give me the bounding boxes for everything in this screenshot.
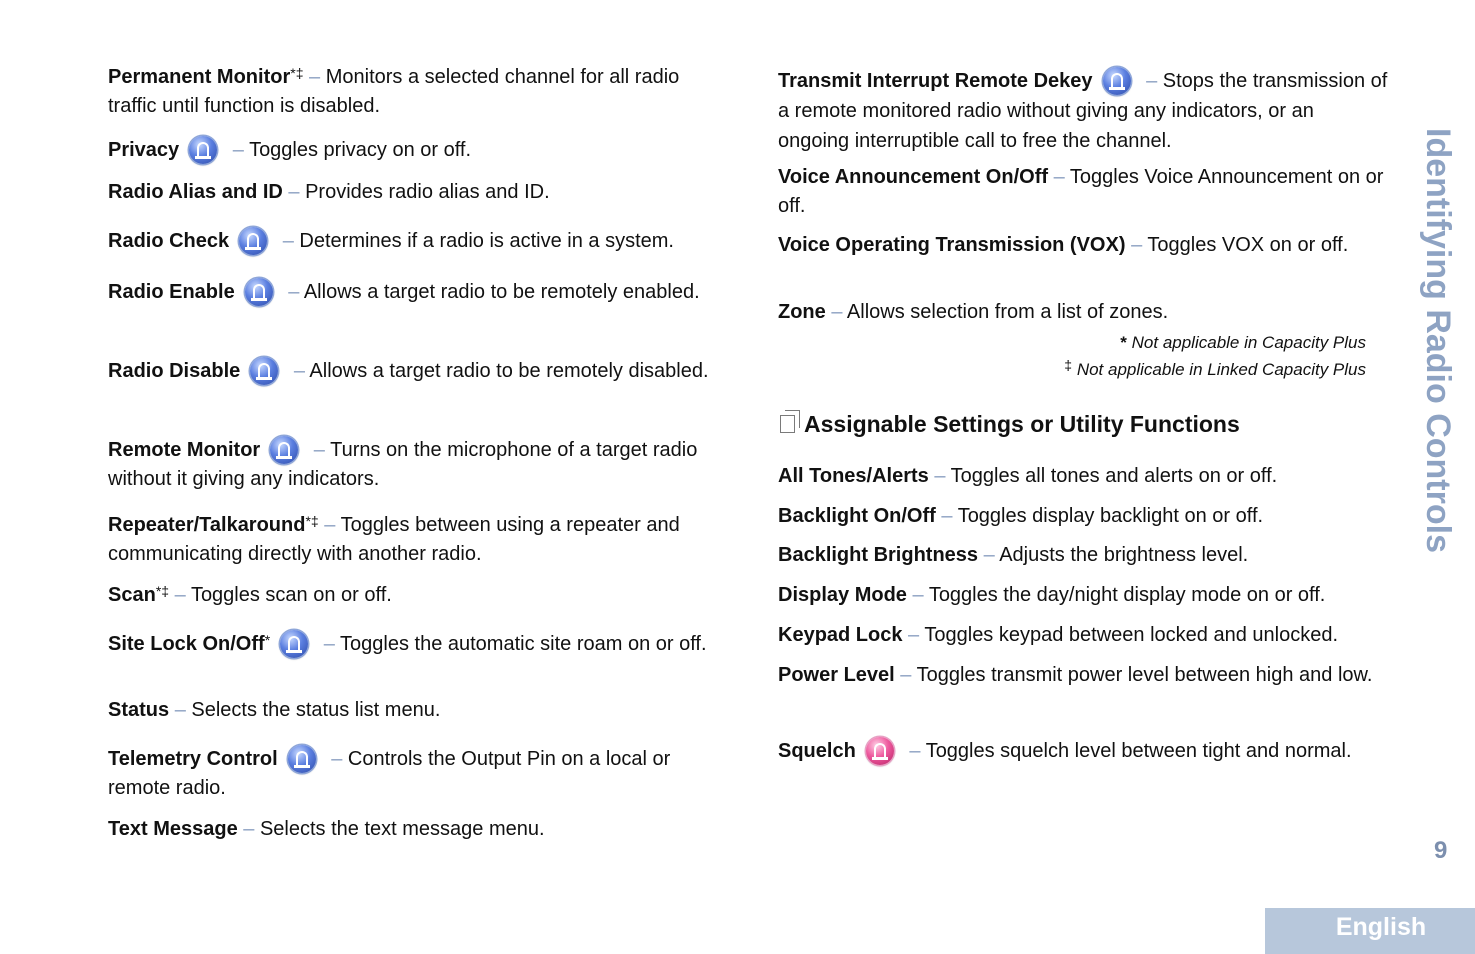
entry-term: Keypad Lock — [778, 624, 903, 646]
entry-text: Toggles Voice Announcement on or off. — [778, 166, 1384, 217]
entry-text: Toggles transmit power level between high and low. — [916, 664, 1373, 686]
entry-text: Allows selection from a list of zones. — [846, 301, 1169, 323]
entry-power-level — [778, 661, 1390, 690]
section-heading — [780, 409, 1240, 439]
entry-term: Site Lock On/Off — [108, 633, 265, 655]
entry-text: Allows a target radio to be remotely disabled. — [309, 360, 709, 382]
entry-dash: – — [323, 633, 335, 655]
entry-site-lock — [108, 626, 728, 659]
entry-dash: – — [331, 748, 343, 770]
entry-vox — [778, 231, 1390, 260]
entry-keypad-lock — [778, 621, 1390, 650]
footnote-linked-capacity-plus — [990, 354, 1366, 381]
entry-text: Turns on the microphone of a target radio without it giving any indicators. — [108, 439, 698, 490]
entry-squelch — [778, 737, 1390, 766]
entry-privacy — [108, 136, 728, 165]
entry-term: All Tones/Alerts — [778, 465, 929, 487]
entry-zone — [778, 298, 1390, 327]
entry-term: Power Level — [778, 664, 895, 686]
entry-dash: – — [941, 505, 953, 527]
entry-dash: – — [174, 584, 186, 606]
entry-term: Backlight On/Off — [778, 505, 936, 527]
entry-dash: – — [909, 740, 921, 762]
entry-radio-check — [108, 227, 728, 256]
radio-button-icon — [239, 227, 267, 255]
entry-dash: – — [900, 664, 912, 686]
entry-text: Selects the status list menu. — [191, 699, 441, 721]
entry-text: Monitors a selected channel for all radio traffic until function is disabled. — [108, 66, 680, 117]
entry-all-tones-alerts — [778, 462, 1390, 491]
entry-mark: *‡ — [305, 513, 319, 529]
entry-term: Repeater/Talkaround — [108, 514, 306, 536]
entry-status — [108, 696, 728, 725]
footnote-symbol: ‡ — [1064, 357, 1073, 373]
entry-radio-disable — [108, 357, 728, 386]
entry-dash: – — [934, 465, 946, 487]
entry-dash: – — [293, 360, 305, 382]
document-icon — [780, 415, 795, 433]
entry-telemetry-control — [108, 745, 728, 803]
entry-dash: – — [288, 181, 300, 203]
squelch-button-icon — [866, 737, 894, 765]
entry-display-mode — [778, 581, 1390, 610]
footnote-text: Not applicable in Capacity Plus — [1131, 333, 1366, 352]
entry-text: Toggles scan on or off. — [190, 584, 392, 606]
radio-button-icon — [1103, 67, 1131, 95]
entry-radio-enable — [108, 278, 728, 307]
entry-mark: *‡ — [155, 583, 170, 599]
language-tab: English — [1265, 908, 1475, 954]
entry-dash: – — [1146, 70, 1158, 92]
entry-text: Toggles keypad between locked and unlocked. — [924, 624, 1338, 646]
entry-text: Stops the transmission of a remote monitored radio without giving any indicators, or an ongoing interruptible call to free the channel. — [778, 70, 1388, 152]
radio-button-icon — [189, 136, 217, 164]
footnote-text: Not applicable in Linked Capacity Plus — [1076, 360, 1366, 379]
entry-dash: – — [282, 230, 294, 252]
entry-term: Zone — [778, 301, 826, 323]
entry-term: Display Mode — [778, 584, 907, 606]
entry-text: Toggles between using a repeater and communicating directly with another radio. — [108, 514, 680, 565]
entry-term: Telemetry Control — [108, 748, 278, 770]
radio-button-icon — [280, 630, 308, 658]
side-title: Identifying Radio Controls — [1419, 128, 1457, 553]
entry-text-message — [108, 815, 728, 844]
entry-mark: * — [264, 632, 271, 648]
entry-text: Toggles squelch level between tight and normal. — [925, 740, 1352, 762]
entry-dash: – — [1131, 234, 1143, 256]
entry-term: Privacy — [108, 139, 180, 161]
entry-backlight-brightness — [778, 541, 1390, 570]
entry-remote-monitor — [108, 436, 728, 494]
entry-dash: – — [983, 544, 995, 566]
entry-term: Radio Enable — [108, 281, 235, 303]
footnote-symbol: * — [1120, 333, 1127, 352]
entry-text: Toggles VOX on or off. — [1147, 234, 1349, 256]
entry-voice-announcement — [778, 163, 1390, 221]
footnote-capacity-plus — [990, 332, 1366, 354]
entry-permanent-monitor — [108, 59, 728, 121]
entry-repeater-talkaround — [108, 507, 728, 569]
entry-dash: – — [831, 301, 843, 323]
entry-dash: – — [243, 818, 255, 840]
entry-term: Voice Operating Transmission (VOX) — [778, 234, 1126, 256]
entry-dash: – — [288, 281, 300, 303]
entry-text: Provides radio alias and ID. — [305, 181, 550, 203]
entry-term: Scan — [108, 584, 156, 606]
entry-text: Allows a target radio to be remotely enabled. — [303, 281, 700, 303]
entry-text: Adjusts the brightness level. — [999, 544, 1249, 566]
footnotes — [990, 332, 1366, 381]
entry-text: Controls the Output Pin on a local or remote radio. — [108, 748, 671, 799]
entry-transmit-interrupt-remote-dekey — [778, 66, 1390, 156]
entry-radio-alias-and-id — [108, 178, 728, 207]
entry-text: Toggles the automatic site roam on or off. — [340, 633, 707, 655]
radio-button-icon — [288, 745, 316, 773]
entry-text: Toggles the day/night display mode on or off. — [928, 584, 1326, 606]
section-heading-text: Assignable Settings or Utility Functions — [804, 411, 1240, 437]
page-number: 9 — [1434, 837, 1448, 864]
entry-term: Backlight Brightness — [778, 544, 979, 566]
entry-dash: – — [1053, 166, 1065, 188]
entry-dash: – — [313, 439, 325, 461]
entry-backlight-on-off — [778, 502, 1390, 531]
entry-dash: – — [309, 66, 321, 88]
entry-term: Radio Alias and ID — [108, 181, 283, 203]
entry-term: Radio Disable — [108, 360, 241, 382]
entry-term: Text Message — [108, 818, 238, 840]
entry-term: Transmit Interrupt Remote Dekey — [778, 70, 1093, 92]
entry-text: Selects the text message menu. — [259, 818, 545, 840]
entry-text: Determines if a radio is active in a system. — [299, 230, 674, 252]
entry-dash: – — [232, 139, 244, 161]
radio-button-icon — [270, 436, 298, 464]
entry-mark: *‡ — [290, 65, 304, 81]
entry-text: Toggles privacy on or off. — [249, 139, 472, 161]
entry-scan — [108, 577, 728, 610]
radio-button-icon — [250, 357, 278, 385]
entry-text: Toggles display backlight on or off. — [957, 505, 1264, 527]
entry-text: Toggles all tones and alerts on or off. — [950, 465, 1278, 487]
entry-term: Radio Check — [108, 230, 230, 252]
entry-term: Status — [108, 699, 170, 721]
entry-dash: – — [908, 624, 920, 646]
entry-dash: – — [324, 514, 336, 536]
entry-term: Squelch — [778, 740, 856, 762]
entry-term: Remote Monitor — [108, 439, 261, 461]
entry-term: Permanent Monitor — [108, 66, 291, 88]
entry-dash: – — [912, 584, 924, 606]
radio-button-icon — [245, 278, 273, 306]
entry-dash: – — [174, 699, 186, 721]
entry-term: Voice Announcement On/Off — [778, 166, 1049, 188]
